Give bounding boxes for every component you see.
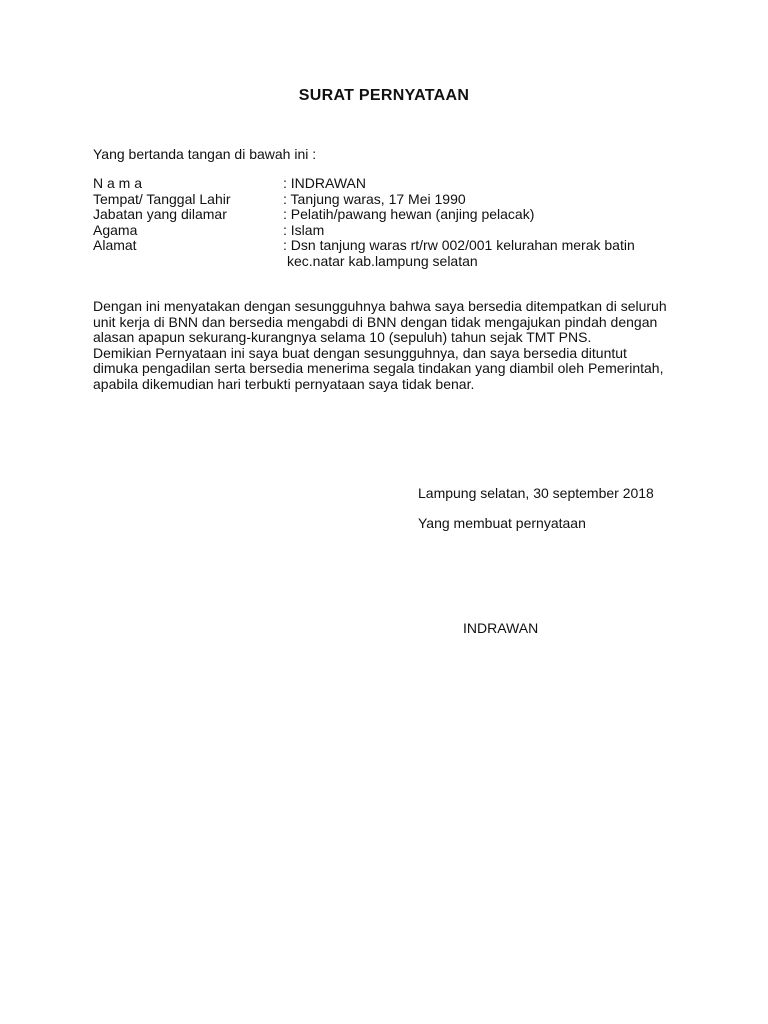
- place-date: Lampung selatan, 30 september 2018: [418, 485, 654, 501]
- identity-row-position: [93, 207, 693, 223]
- statement-line: Demikian Pernyataan ini saya buat dengan sesungguhnya, dan saya bersedia dituntut: [93, 344, 627, 361]
- identity-label: N a m a: [93, 175, 143, 191]
- identity-label: Jabatan yang dilamar: [93, 206, 227, 222]
- statement-line: Dengan ini menyatakan dengan sesungguhnya bahwa saya bersedia ditempatkan di seluruh: [93, 298, 667, 314]
- identity-value: : Islam: [283, 221, 325, 238]
- intro-text: Yang bertanda tangan di bawah ini :: [93, 146, 317, 162]
- address-continuation: kec.natar kab.lampung selatan: [287, 252, 478, 269]
- statement-line: apabila dikemudian hari terbukti pernyataan saya tidak benar.: [93, 375, 475, 392]
- statement-line: dimuka pengadilan serta bersedia menerima segala tindakan yang diambil oleh Pemerintah,: [93, 360, 664, 376]
- document-title: SURAT PERNYATAAN: [298, 87, 470, 104]
- identity-value: : INDRAWAN: [283, 175, 366, 191]
- identity-section: [93, 176, 693, 269]
- identity-value: : Tanjung waras, 17 Mei 1990: [283, 190, 466, 207]
- statement-body: [93, 299, 693, 392]
- identity-row-address: [93, 238, 693, 254]
- identity-label: Alamat: [93, 237, 137, 253]
- identity-label: Agama: [93, 221, 138, 238]
- signer-name: INDRAWAN: [463, 620, 539, 636]
- identity-value: : Pelatih/pawang hewan (anjing pelacak): [283, 206, 535, 222]
- statement-line: alasan apapun sekurang-kurangnya selama 10 (sepuluh) tahun sejak TMT PNS.: [93, 329, 592, 345]
- statement-line: unit kerja di BNN dan bersedia mengabdi di BNN dengan tidak mengajukan pindah dengan: [93, 313, 658, 330]
- identity-row-religion: [93, 223, 693, 239]
- identity-value: : Dsn tanjung waras rt/rw 002/001 kelurahan merak batin: [283, 237, 635, 253]
- maker-label: Yang membuat pernyataan: [418, 515, 586, 531]
- identity-row-name: [93, 176, 693, 192]
- identity-row-birth: [93, 192, 693, 208]
- identity-label: Tempat/ Tanggal Lahir: [93, 190, 231, 207]
